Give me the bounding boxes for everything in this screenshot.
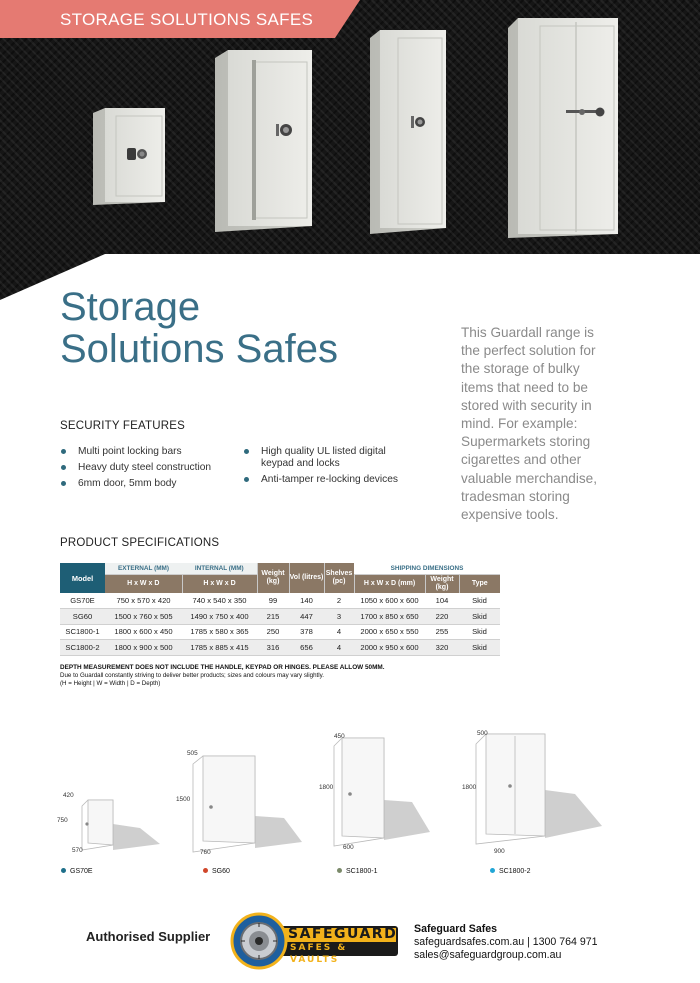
hero-banner [0,0,700,300]
cell-vol: 140 [289,593,324,609]
diagram-label-sc1800-2 [490,868,531,875]
cell-weight: 316 [257,640,289,656]
header-title: STORAGE SOLUTIONS SAFES [60,10,314,29]
logo-word-safes-vaults: SAFES & VAULTS [290,943,348,965]
cell-internal: 1785 x 580 x 365 [182,624,257,640]
cell-shipping-weight: 320 [425,640,459,656]
web-phone[interactable]: safeguardsafes.com.au | 1300 764 971 [414,936,598,949]
depth-note: DEPTH MEASUREMENT DOES NOT INCLUDE THE HANDLE, KEYPAD OR HINGES. PLEASE ALLOW 50MM. [60,664,385,671]
cell-vol: 656 [289,640,324,656]
cell-external: 750 x 570 x 420 [105,593,182,609]
col-header-model: Model [60,563,105,593]
security-features-heading: SECURITY FEATURES [60,420,186,432]
dim-gs70e-height: 750 [57,817,68,824]
diagram-label-sg60 [203,868,230,875]
diagram-label-sc1800-1 [337,868,378,875]
diagram-label-text: GS70E [70,868,93,875]
dot-icon [337,868,342,873]
dim-sg60-depth: 505 [187,750,198,757]
dim-sg60-height: 1500 [176,796,191,803]
contact-block [414,923,598,963]
cell-shelves: 2 [324,593,354,609]
group-internal: INTERNAL (MM) [182,563,257,574]
cell-model: SG60 [60,609,105,625]
dim-sc1800-2-width: 900 [494,848,505,855]
dimension-diagrams [0,720,700,880]
feature-item: High quality UL listed digital keypad and locks [243,446,418,470]
feature-item: Multi point locking bars [60,446,240,458]
cell-type: Skid [459,640,500,656]
diagram-drawings [0,720,700,880]
dot-icon [490,868,495,873]
col-header-shelves: Shelves (pc) [324,563,354,593]
dim-sg60-width: 760 [200,849,211,856]
dim-sc1800-1-depth: 450 [334,733,345,740]
cell-internal: 1785 x 885 x 415 [182,640,257,656]
authorised-supplier-label: Authorised Supplier [86,929,211,944]
cell-model: GS70E [60,593,105,609]
dim-sc1800-1-width: 600 [343,844,354,851]
col-header-weight: Weight (kg) [257,563,289,593]
cell-weight: 250 [257,624,289,640]
diagram-label-gs70e [61,868,93,875]
legend-note: (H = Height | W = Width | D = Depth) [60,679,161,687]
cell-type: Skid [459,593,500,609]
feature-item: 6mm door, 5mm body [60,478,240,490]
group-external: EXTERNAL (MM) [105,563,182,574]
cell-shipping: 1050 x 600 x 600 [354,593,425,609]
cell-internal: 1490 x 750 x 400 [182,609,257,625]
col-header-internal: H x W x D [182,574,257,593]
cell-shelves: 3 [324,609,354,625]
cell-shipping-weight: 220 [425,609,459,625]
dot-icon [203,868,208,873]
safeguard-logo [230,912,400,970]
cell-shelves: 4 [324,624,354,640]
cell-shipping-weight: 255 [425,624,459,640]
col-header-type: Type [459,574,500,593]
col-header-external: H x W x D [105,574,182,593]
cell-vol: 378 [289,624,324,640]
features-list-left [60,446,240,494]
diagram-label-text: SC1800-1 [346,868,378,875]
cell-type: Skid [459,624,500,640]
cell-external: 1800 x 900 x 500 [105,640,182,656]
feature-item: Anti-tamper re-locking devices [243,474,418,486]
cell-shelves: 4 [324,640,354,656]
table-row [60,593,500,609]
product-specifications-heading: PRODUCT SPECIFICATIONS [60,537,220,549]
table-notes [60,664,500,687]
col-header-vol: Vol (litres) [289,563,324,593]
page-title [60,286,420,370]
cell-shipping: 1700 x 850 x 650 [354,609,425,625]
page-title-line-2: Solutions Safes [60,327,338,371]
cell-weight: 215 [257,609,289,625]
cell-internal: 740 x 540 x 350 [182,593,257,609]
dim-sc1800-2-height: 1800 [462,784,477,791]
group-shipping: SHIPPING DIMENSIONS [354,563,500,574]
col-header-shipping: H x W x D (mm) [354,574,425,593]
col-header-shipping-weight: Weight (kg) [425,574,459,593]
cell-weight: 99 [257,593,289,609]
diagram-label-text: SC1800-2 [499,868,531,875]
cell-model: SC1800-2 [60,640,105,656]
cell-external: 1500 x 760 x 505 [105,609,182,625]
variation-note: Due to Guardall constantly striving to deliver better products; sizes and colours may vary slightly. [60,671,325,679]
features-list-right [243,446,418,490]
page-title-line-1: Storage [60,285,201,329]
intro-text: This Guardall range is the perfect solution for the storage of bulky items that need to be stored with security in mind. For example: Supermarkets storing cigarettes and other valuable merchandise, tradesman storing expensive tools. [461,325,598,523]
dot-icon [61,868,66,873]
cell-vol: 447 [289,609,324,625]
cell-shipping-weight: 104 [425,593,459,609]
dim-gs70e-width: 570 [72,847,83,854]
email-link[interactable]: sales@safeguardgroup.com.au [414,949,562,962]
company-name: Safeguard Safes [414,923,498,935]
diagram-label-text: SG60 [212,868,230,875]
specifications-table [60,563,500,656]
table-row [60,624,500,640]
cell-model: SC1800-1 [60,624,105,640]
feature-item: Heavy duty steel construction [60,462,240,474]
table-row [60,640,500,656]
dim-sc1800-2-depth: 500 [477,730,488,737]
hero-diagonal-cut [0,0,700,300]
table-row [60,609,500,625]
cell-type: Skid [459,609,500,625]
cell-shipping: 2000 x 650 x 550 [354,624,425,640]
dim-sc1800-1-height: 1800 [319,784,334,791]
cell-external: 1800 x 600 x 450 [105,624,182,640]
cell-shipping: 2000 x 950 x 600 [354,640,425,656]
dim-gs70e-depth: 420 [63,792,74,799]
logo-word-safeguard: SAFEGUARD [288,926,398,942]
